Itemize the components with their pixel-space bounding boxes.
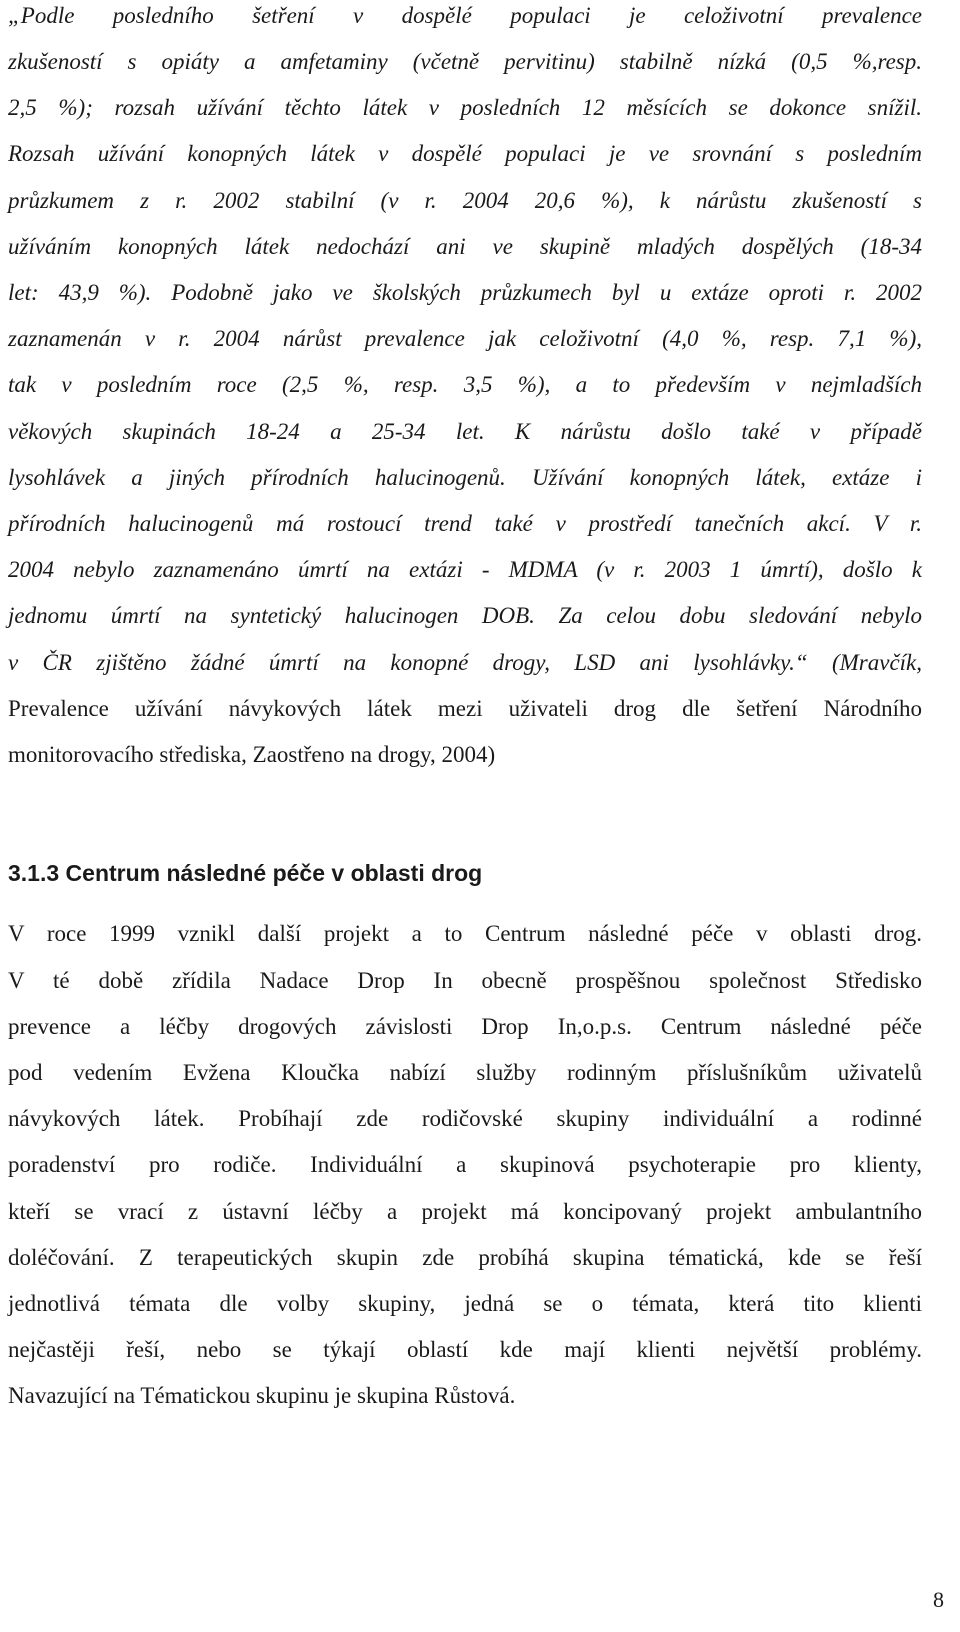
- quote-line: v ČR zjištěno žádné úmrtí na konopné drogy, LSD ani lysohlávky.“ (Mravčík,: [8, 650, 922, 675]
- quote-line: věkových skupinách 18-24 a 25-34 let. K nárůstu došlo také v případě: [8, 419, 922, 444]
- quote-line: zaznamenán v r. 2004 nárůst prevalence jak celoživotní (4,0 %, resp. 7,1 %),: [8, 326, 922, 351]
- body-line: poradenství pro rodiče. Individuální a skupinová psychoterapie pro klienty,: [8, 1152, 922, 1177]
- body-line: V té době zřídila Nadace Drop In obecně prospěšnou společnost Středisko: [8, 968, 922, 993]
- quote-line: jednomu úmrtí na syntetický halucinogen DOB. Za celou dobu sledování nebylo: [8, 603, 922, 628]
- body-line: V roce 1999 vznikl další projekt a to Centrum následné péče v oblasti drog.: [8, 921, 922, 946]
- body-line: kteří se vrací z ústavní léčby a projekt má koncipovaný projekt ambulantního: [8, 1199, 922, 1224]
- quote-line: lysohlávek a jiných přírodních halucinogenů. Užívání konopných látek, extáze i: [8, 465, 922, 490]
- citation-line: Prevalence užívání návykových látek mezi uživateli drog dle šetření Národního: [8, 696, 922, 721]
- quote-line: 2004 nebylo zaznamenáno úmrtí na extázi - MDMA (v r. 2003 1 úmrtí), došlo k: [8, 557, 922, 582]
- quote-line: Rozsah užívání konopných látek v dospělé populaci je ve srovnání s posledním: [8, 141, 922, 166]
- quote-line: tak v posledním roce (2,5 %, resp. 3,5 %), a to především v nejmladších: [8, 372, 922, 397]
- quote-line: „Podle posledního šetření v dospělé populaci je celoživotní prevalence: [8, 3, 922, 28]
- body-line: doléčování. Z terapeutických skupin zde probíhá skupina tématická, kde se řeší: [8, 1245, 922, 1270]
- citation-line: monitorovacího střediska, Zaostřeno na drogy, 2004): [8, 742, 496, 767]
- body-line: nejčastěji řeší, nebo se týkají oblastí kde mají klienti největší problémy.: [8, 1337, 922, 1362]
- quote-line: užíváním konopných látek nedochází ani ve skupině mladých dospělých (18-34: [8, 234, 922, 259]
- section-heading: 3.1.3 Centrum následné péče v oblasti drog: [8, 860, 483, 886]
- body-line: návykových látek. Probíhají zde rodičovské skupiny individuální a rodinné: [8, 1106, 922, 1131]
- body-line: Navazující na Tématickou skupinu je skupina Růstová.: [8, 1383, 516, 1408]
- page-number: 8: [933, 1587, 944, 1612]
- quote-line: zkušeností s opiáty a amfetaminy (včetně pervitinu) stabilně nízká (0,5 %,resp.: [8, 49, 922, 74]
- quote-line: 2,5 %); rozsah užívání těchto látek v posledních 12 měsících se dokonce snížil.: [8, 95, 922, 120]
- body-line: jednotlivá témata dle volby skupiny, jedná se o témata, která tito klienti: [8, 1291, 922, 1316]
- body-line: prevence a léčby drogových závislosti Drop In,o.p.s. Centrum následné péče: [8, 1014, 922, 1039]
- quote-line: přírodních halucinogenů má rostoucí trend také v prostředí tanečních akcí. V r.: [8, 511, 922, 536]
- body-line: pod vedením Evžena Kloučka nabízí služby rodinným příslušníkům uživatelů: [8, 1060, 922, 1085]
- quote-line: let: 43,9 %). Podobně jako ve školských průzkumech byl u extáze oproti r. 2002: [8, 280, 922, 305]
- quote-line: průzkumem z r. 2002 stabilní (v r. 2004 20,6 %), k nárůstu zkušeností s: [8, 188, 922, 213]
